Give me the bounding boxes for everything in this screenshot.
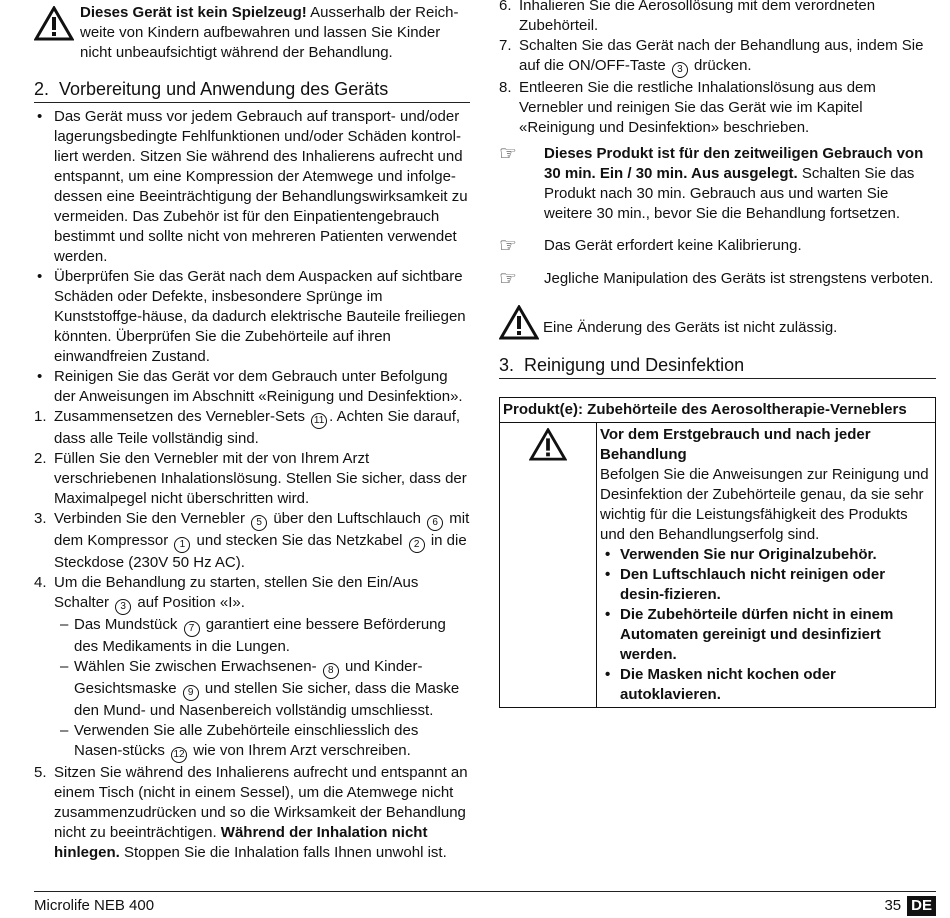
pointing-hand-icon: ☞ — [499, 143, 517, 165]
step-2: 2. Füllen Sie den Vernebler mit der von Ihrem Arzt verschriebenen Inhalationslösung. Stellen Sie sicher, dass der Maximalpegel nicht überschritten wird. — [34, 450, 467, 507]
step-7: 7. Schalten Sie das Gerät nach der Behandlung aus, indem Sie auf die ON/OFF-Taste 3 drücken. — [499, 36, 936, 78]
note-usage: ☞ Dieses Produkt ist für den zeitweiligen Gebrauch von 30 min. Ein / 30 min. Aus ausgelegt. Schalten Sie das Produkt nach 30 min. Gebrauch aus und warten Sie weitere 30 min., bevor Sie die Behandlung fortsetzen. — [499, 143, 924, 222]
precaution-item: • Reinigen Sie das Gerät vor dem Gebrauch unter Befolgung der Anweisungen im Abschnitt «Reinigung und Desinfektion». — [34, 367, 470, 407]
part-number: 3 — [115, 599, 131, 615]
precaution-item: • Das Gerät muss vor jedem Gebrauch auf transport- und/oder lagerungsbedingte Fehlfunktionen und/oder Schäden kontrol-liert werden. Sitzen Sie während des Inhalierens aufrecht und entspannt, um eine Kompression der Atemwege und infolge-dessen eine Beeinträchtigung der Behandlungswirksamkeit zu vermeiden. Das Zubehör ist für den Einpatientengebrauch bestimmt und sollte nicht von mehreren Patienten verwendet werden. — [34, 107, 470, 267]
pointing-hand-icon: ☞ — [499, 268, 517, 290]
part-number: 6 — [427, 515, 443, 531]
warning-icon — [529, 428, 567, 461]
table-text: Befolgen Sie die Anweisungen zur Reinigung und Desinfektion der Zubehörteile genau, da sie sehr wichtig für die Leistungsfähigkeit des Produkts und den Behandlungserfolg sind. — [600, 466, 929, 543]
part-number: 5 — [251, 515, 267, 531]
table-title: Vor dem Erstgebrauch und nach jeder Behandlung — [600, 426, 871, 463]
language-badge: DE — [907, 896, 936, 916]
page-footer — [34, 891, 936, 916]
warning-icon — [499, 305, 539, 340]
page-number: 35 — [884, 897, 902, 914]
toy-warning-text: Ausserhalb der Reich-weite von Kindern aufbewahren und lassen Sie Kinder nicht unbeaufsichtigt während der Behandlung. — [80, 4, 459, 61]
sub-item: – Wählen Sie zwischen Erwachsenen- 8 und Kinder-Gesichtsmaske 9 und stellen Sie sicher, dass die Maske den Mund- und Nasenbereich vollständig umschliesst. — [54, 657, 470, 721]
step-1: 1. Zusammensetzen des Vernebler-Sets 11 . Achten Sie darauf, dass alle Teile vollständig sind. — [34, 408, 461, 447]
part-number: 2 — [409, 537, 425, 553]
right-column — [499, 0, 936, 379]
note-calibration: ☞ Das Gerät erfordert keine Kalibrierung. — [499, 235, 802, 257]
sub-item: – Verwenden Sie alle Zubehörteile einschliesslich des Nasen-stücks 12 wie von Ihrem Arzt verschreiben. — [54, 721, 470, 763]
warning-icon — [34, 6, 74, 41]
page-number-group — [884, 896, 936, 916]
toy-warning — [34, 0, 470, 63]
step-3: 3. Verbinden Sie den Vernebler 5 über den Luftschlauch 6 mit dem Kompressor 1 und stecken Sie das Netzkabel 2 in die Steckdose (230V 50 Hz AC). — [34, 510, 470, 571]
table-list — [600, 545, 932, 705]
step-8: 8. Entleeren Sie die restliche Inhalationslösung aus dem Vernebler und reinigen Sie das Gerät wie im Kapitel «Reinigung und Desinfektion» beschrieben. — [499, 79, 876, 136]
section-2-heading: 2. Vorbereitung und Anwendung des Geräts — [34, 78, 470, 103]
part-number: 9 — [183, 685, 199, 701]
table-list-item: • Die Zubehörteile dürfen nicht in einem Automaten gereinigt und desinfiziert werden. — [600, 605, 932, 665]
table-header: Produkt(e): Zubehörteile des Aerosoltherapie-Verneblers — [500, 398, 936, 423]
steps-list-continued — [499, 0, 936, 138]
part-number: 11 — [311, 413, 327, 429]
part-number: 7 — [184, 621, 200, 637]
precaution-list — [34, 107, 470, 407]
step-6: 6. Inhalieren Sie die Aerosollösung mit dem verordneten Zubehörteil. — [499, 0, 876, 34]
part-number: 1 — [174, 537, 190, 553]
precaution-item: • Überprüfen Sie das Gerät nach dem Auspacken auf sichtbare Schäden oder Defekte, insbesondere Sprünge im Kunststoffge-häuse, da dadurch elektrische Bauteile freiliegen könnten. Überprüfen Sie die Zubehörteile auf ihren einwandfreien Zustand. — [34, 267, 470, 367]
table-icon-cell — [500, 423, 597, 708]
steps-list — [34, 407, 470, 863]
part-number: 12 — [171, 747, 187, 763]
step-4-sublist — [54, 615, 470, 763]
modification-warning: Eine Änderung des Geräts ist nicht zulässig. — [499, 305, 936, 340]
section-3-heading: 3. Reinigung und Desinfektion — [499, 354, 936, 379]
pointing-hand-icon: ☞ — [499, 235, 517, 257]
table-list-item: • Den Luftschlauch nicht reinigen oder desin-fizieren. — [600, 565, 932, 605]
cleaning-table — [499, 397, 936, 708]
toy-warning-bold: Dieses Gerät ist kein Spielzeug! — [80, 4, 307, 21]
table-list-item: • Die Masken nicht kochen oder autoklavieren. — [600, 665, 932, 705]
product-name: Microlife NEB 400 — [34, 897, 155, 914]
note-manipulation: ☞ Jegliche Manipulation des Geräts ist strengstens verboten. — [499, 268, 934, 290]
table-content-cell — [597, 423, 936, 708]
step-5: 5. Sitzen Sie während des Inhalierens aufrecht und entspannt an einem Tisch (nicht in einem Sessel), um die Atemwege nicht zusammenzudrücken und so die Wirksamkeit der Behandlung nicht zu beeinträchtigen. Während der Inhalation nicht hinlegen. Stoppen Sie die Inhalation falls Ihnen unwohl ist. — [34, 764, 468, 861]
left-column — [34, 0, 470, 863]
part-number: 3 — [672, 62, 688, 78]
step-4: 4. Um die Behandlung zu starten, stellen Sie den Ein/Aus Schalter 3 auf Position «I». – Das Mundstück 7 garantiert eine bessere Beförderung des Medikaments in die Lungen. – Wählen Sie zwischen Erwachsenen- 8 und Kinder-Gesichtsmaske 9 und stellen Sie sicher, dass die Maske den Mund- und Nasenbereich vollständig umschliesst. – Verwenden Sie alle Zubehörteile einschliesslich des Nasen-stücks 12 wie von Ihrem Arzt verschreiben. — [34, 573, 470, 763]
part-number: 8 — [323, 663, 339, 679]
sub-item: – Das Mundstück 7 garantiert eine bessere Beförderung des Medikaments in die Lungen. — [54, 615, 470, 657]
table-list-item: • Verwenden Sie nur Originalzubehör. — [600, 545, 932, 565]
